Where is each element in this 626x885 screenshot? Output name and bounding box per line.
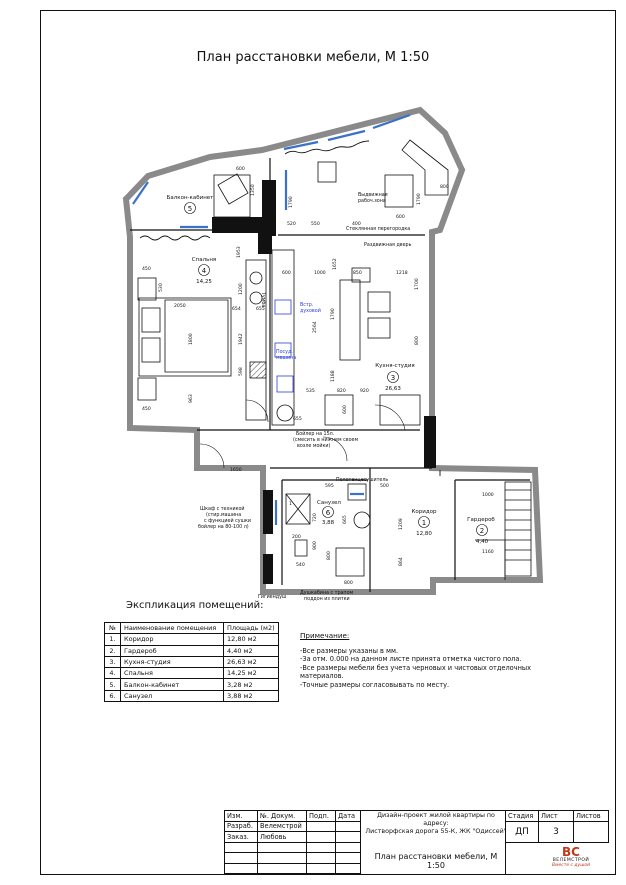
dim: 1790	[331, 308, 336, 320]
room-5-name: Балкон-кабинет	[166, 195, 214, 201]
note-sideboard: Тумба	[260, 292, 265, 308]
dim: 1942	[239, 333, 244, 345]
dim: 1	[289, 502, 292, 507]
table-row	[105, 690, 279, 701]
dim: 1350	[251, 184, 256, 196]
dim: 535	[306, 389, 315, 394]
cell	[336, 863, 361, 874]
dim: 600	[282, 271, 291, 276]
note-boiler-2: (смесить в нижнем своем	[293, 438, 359, 443]
dim: 963	[189, 394, 194, 403]
header-cell: Подп.	[307, 811, 336, 822]
cell	[336, 853, 361, 864]
header-cell: Стадия	[506, 811, 539, 822]
cell	[258, 842, 307, 853]
cell: 6.	[105, 690, 121, 701]
cell: Коридор	[121, 634, 224, 645]
room-1-name: Коридор	[411, 509, 437, 515]
dim: 600	[236, 167, 245, 172]
dim: 654	[232, 307, 241, 312]
dim: 920	[360, 389, 369, 394]
header-cell: Изм.	[225, 811, 258, 822]
cell	[225, 842, 258, 853]
note-line: -За отм. 0.000 на данном листе принята отметка чистого пола.	[300, 655, 522, 664]
dim: 2050	[174, 304, 186, 309]
note-dishwasher-2: машина	[276, 356, 297, 361]
cell: Велемстрой	[258, 821, 307, 832]
windows	[133, 115, 410, 525]
dim: 820	[337, 389, 346, 394]
note-oven-2: духовой	[300, 309, 321, 314]
cell: 3,28 м2	[224, 679, 279, 690]
room-3-area: 26,63	[385, 386, 401, 392]
dim: 598	[239, 367, 244, 376]
logo-mark: ВС	[562, 845, 580, 859]
dim: 1000	[482, 493, 494, 498]
note-desk-1: Выдвижная	[358, 193, 388, 198]
dim: 1209	[399, 518, 404, 530]
dim: 800	[440, 185, 449, 190]
note-glass: Стеклянная перегородка	[346, 227, 411, 232]
cell	[336, 842, 361, 853]
note-closet-4: бойлер на 80-100 л)	[198, 525, 249, 530]
note-hygienic-shower: Гигиендуш	[258, 595, 287, 600]
cell: Заказ.	[225, 832, 258, 843]
dim: 600	[396, 215, 405, 220]
cell	[307, 863, 336, 874]
cell: 14,25 м2	[224, 668, 279, 679]
notes-block	[300, 632, 550, 690]
note-oven-1: Встр.	[300, 303, 314, 308]
note-closet-3: с функцией сушки	[204, 519, 251, 524]
cell	[307, 853, 336, 864]
project-address	[365, 812, 507, 836]
table-row	[105, 645, 279, 656]
note-boiler-1: Бойлер на 15л.	[296, 432, 335, 437]
cell: 2.	[105, 645, 121, 656]
annotations	[198, 192, 415, 602]
note-closet-2: (стир.машина	[206, 513, 242, 518]
cell: Балкон-кабинет	[121, 679, 224, 690]
header-cell: №. Докум.	[258, 811, 307, 822]
dim: 1650	[230, 468, 242, 473]
cell: 1.	[105, 634, 121, 645]
header-cell: №	[105, 623, 121, 634]
dim: 450	[142, 407, 151, 412]
cell	[258, 863, 307, 874]
dim: 1200	[239, 283, 244, 295]
interior-walls	[130, 158, 530, 592]
cell	[336, 832, 361, 843]
dim: 864	[399, 557, 404, 566]
dim: 500	[380, 484, 389, 489]
dim: 450	[142, 267, 151, 272]
table-row	[105, 634, 279, 645]
note-closet-1: Шкаф с техникой	[200, 507, 245, 512]
room-4-name: Спальня	[191, 257, 217, 263]
note-boiler-3: возле мойки)	[297, 444, 331, 449]
note-sliding-door: Раздвижная дверь	[364, 243, 412, 248]
dim: 595	[325, 484, 334, 489]
cell: 26,63 м2	[224, 656, 279, 667]
cell	[307, 832, 336, 843]
explication-table	[104, 622, 279, 702]
cell: 12,80 м2	[224, 634, 279, 645]
notes-title: Примечание:	[300, 631, 350, 640]
note-line: -Все размеры мебели без учета черновых и чистовых отделочных материалов.	[300, 663, 532, 681]
dim: 850	[353, 271, 362, 276]
dim: 1953	[237, 246, 242, 258]
table-row	[105, 623, 279, 634]
dim: 655	[293, 417, 302, 422]
dim: 1790	[289, 196, 294, 208]
cell	[307, 821, 336, 832]
cell	[225, 863, 258, 874]
room-1-area: 12,80	[416, 531, 432, 537]
dim: 1700	[415, 278, 420, 290]
room-2-name: Гардероб	[467, 517, 495, 523]
dim: 2564	[313, 321, 318, 333]
company-logo	[530, 846, 612, 868]
table-row	[105, 656, 279, 667]
dim: 1800	[189, 333, 194, 345]
dim: 400	[352, 222, 361, 227]
sheets-value	[574, 821, 609, 842]
project-line: адресу:	[423, 820, 449, 827]
dim: 800	[415, 336, 420, 345]
note-shower-2: поддон из плитки	[304, 597, 350, 602]
cell: Разраб.	[225, 821, 258, 832]
room-6-name: Санузел	[317, 500, 341, 506]
dim: 520	[287, 222, 296, 227]
logo-slogan: Вместе с душой	[551, 863, 591, 868]
kitchen-furniture	[272, 250, 420, 425]
room-4-number: 4	[201, 267, 207, 275]
dim: 200	[292, 535, 301, 540]
dim: 900	[313, 541, 318, 550]
room-6-area: 3,88	[321, 520, 335, 526]
cell: Любовь	[258, 832, 307, 843]
dim: 800	[327, 551, 332, 560]
cell	[225, 853, 258, 864]
header-cell: Дата	[336, 811, 361, 822]
room-labels	[167, 195, 496, 545]
cell: 3.	[105, 656, 121, 667]
room-5-number: 5	[187, 205, 193, 213]
cell: 4,40 м2	[224, 645, 279, 656]
dim: 720	[313, 513, 318, 522]
dim: 1188	[331, 370, 336, 382]
dim: 800	[344, 581, 353, 586]
note-desk-2: рабоч.зона	[358, 199, 386, 204]
dim: 530	[159, 283, 164, 292]
room-1-number: 1	[421, 519, 427, 527]
header-cell: Наименование помещения	[121, 623, 224, 634]
dim: 1000	[314, 271, 326, 276]
note-line: -Все размеры указаны в мм.	[300, 646, 399, 655]
room-3-number: 3	[390, 374, 396, 382]
explication-title: Экспликация помещений:	[126, 600, 264, 611]
header-cell: Площадь (м2)	[224, 623, 279, 634]
note-towel-rail: Полотенцесушитель	[336, 478, 389, 483]
drawing-title: План расстановки мебели, М 1:50	[196, 50, 430, 65]
dim: 1218	[396, 271, 408, 276]
dim: 665	[343, 515, 348, 524]
cell: 4.	[105, 668, 121, 679]
dim: 600	[343, 405, 348, 414]
project-line: Листворфская дорога 55-К, ЖК "Одиссей"	[365, 828, 507, 835]
note-shower-1: Душкабина с трапом	[300, 591, 354, 596]
room-6-number: 6	[325, 509, 331, 517]
cell	[258, 853, 307, 864]
cell: 5.	[105, 679, 121, 690]
dim: 550	[311, 222, 320, 227]
logo-name: ВЕЛЕМСТРОЙ	[552, 858, 590, 863]
dim: 540	[296, 563, 305, 568]
cell: Санузел	[121, 690, 224, 701]
header-cell: Лист	[539, 811, 574, 822]
cell: Кухня-студия	[121, 656, 224, 667]
dim: 655	[256, 307, 265, 312]
dim: 1652	[333, 258, 338, 270]
note-line: -Точные размеры согласовывать по месту.	[300, 680, 450, 689]
room-3-name: Кухня-студия	[375, 363, 415, 369]
room-2-area: 4,40	[475, 539, 489, 545]
room-2-number: 2	[479, 527, 485, 535]
dim: 1160	[482, 550, 494, 555]
note-dishwasher-1: Посуд.	[276, 350, 293, 355]
stage-value: ДП	[506, 821, 539, 842]
stamp-drawing-title: План расстановки мебели, М 1:50	[374, 852, 498, 870]
cell	[336, 821, 361, 832]
cell: Гардероб	[121, 645, 224, 656]
table-row	[105, 679, 279, 690]
cell: Спальня	[121, 668, 224, 679]
dim: 1790	[417, 193, 422, 205]
cell	[307, 842, 336, 853]
project-line: Дизайн-проект жилой квартиры по	[377, 812, 495, 819]
cell: 3,88 м2	[224, 690, 279, 701]
table-row	[105, 668, 279, 679]
room-4-area: 14,25	[196, 279, 212, 285]
bathroom-furniture	[286, 482, 531, 580]
header-cell: Листов	[574, 811, 609, 822]
sheet-value: 3	[539, 821, 574, 842]
